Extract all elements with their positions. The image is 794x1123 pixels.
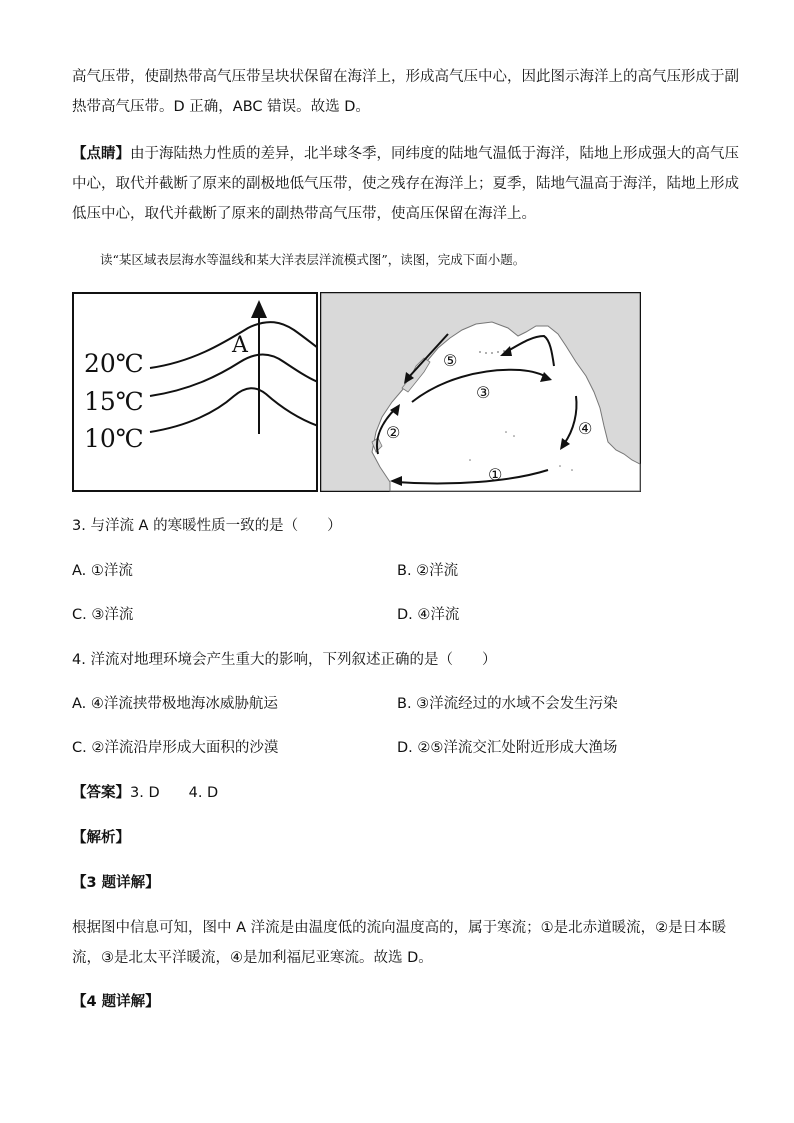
tip-text-1: 由于海陆热力性质的差异，北半球冬季，同纬度的陆地气温低于海洋，陆地上形成强大的高气压: [130, 146, 739, 162]
isotherm-label-20: 20℃: [84, 349, 144, 378]
q3-stem: 3. 与洋流 A 的寒暖性质一致的是（ ）: [72, 518, 342, 534]
tip-label: 【点睛】: [72, 146, 130, 162]
analysis-heading: 【解析】: [72, 830, 130, 846]
current-5-label: ⑤: [443, 351, 458, 370]
q3-option-d[interactable]: D. ④洋流: [397, 607, 460, 623]
ocean-current-figure: [320, 292, 641, 492]
q4-detail-title: 【4 题详解】: [72, 994, 160, 1010]
figure-intro: 读“某区域表层海水等温线和某大洋表层洋流模式图”，读图，完成下面小题。: [100, 252, 526, 267]
tip-line-3: 低压中心，取代并截断了原来的副热带高气压带，使高压保留在海洋上。: [72, 206, 536, 222]
answer-line: [72, 783, 218, 803]
q4-stem: 4. 洋流对地理环境会产生重大的影响，下列叙述正确的是（ ）: [72, 652, 497, 668]
answer-label: 【答案】: [72, 785, 130, 801]
isotherm-label-15: 15℃: [84, 387, 144, 416]
q3-option-c[interactable]: C. ③洋流: [72, 607, 134, 623]
isotherm-figure: [72, 292, 318, 492]
q4-option-b[interactable]: B. ③洋流经过的水域不会发生污染: [397, 696, 618, 712]
current-a-label: A: [232, 333, 248, 358]
current-4-label: ④: [578, 419, 593, 438]
prev-answer-line-1: 高气压带，使副热带高气压带呈块状保留在海洋上，形成高气压中心，因此图示海洋上的高气压形成于副: [72, 69, 739, 85]
tip-line-1: [72, 144, 739, 164]
current-1-label: ①: [488, 465, 503, 484]
current-2-label: ②: [386, 423, 401, 442]
tip-line-2: 中心，取代并截断了原来的副极地低气压带，使之残存在海洋上；夏季，陆地气温高于海洋，陆地上形成: [72, 176, 739, 192]
q3-detail-line-1: 根据图中信息可知，图中 A 洋流是由温度低的流向温度高的，属于寒流；①是北赤道暖流，②是日本暖: [72, 920, 727, 936]
answer-text: 3. D 4. D: [130, 785, 219, 801]
current-3-label: ③: [476, 383, 491, 402]
q3-option-a[interactable]: A. ①洋流: [72, 563, 133, 579]
q4-option-d[interactable]: D. ②⑤洋流交汇处附近形成大渔场: [397, 740, 618, 756]
isotherm-label-10: 10℃: [84, 424, 144, 453]
q4-option-a[interactable]: A. ④洋流挟带极地海冰威胁航运: [72, 696, 278, 712]
q3-detail-title: 【3 题详解】: [72, 875, 160, 891]
q3-detail-line-2: 流，③是北太平洋暖流，④是加利福尼亚寒流。故选 D。: [72, 950, 433, 966]
q3-option-b[interactable]: B. ②洋流: [397, 563, 459, 579]
prev-answer-line-2: 热带高气压带。D 正确，ABC 错误。故选 D。: [72, 99, 370, 115]
q4-option-c[interactable]: C. ②洋流沿岸形成大面积的沙漠: [72, 740, 279, 756]
